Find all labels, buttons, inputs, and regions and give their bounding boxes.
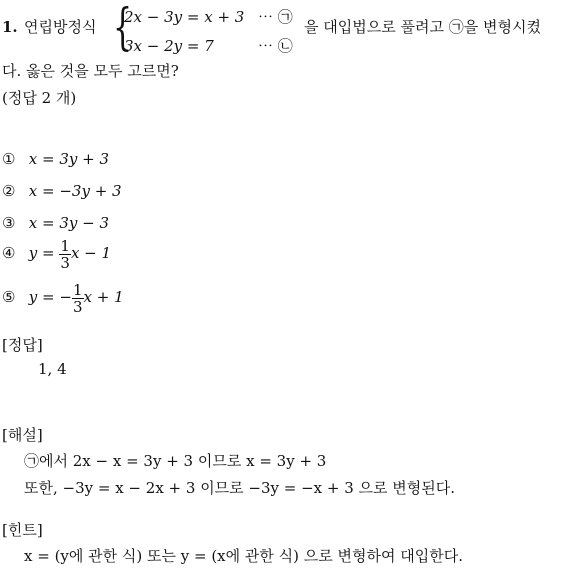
system-brace: { (113, 0, 133, 56)
option-marker: ③ (2, 214, 16, 232)
option-3: ③ x = 3y − 3 (2, 214, 110, 232)
option-marker: ② (2, 182, 16, 200)
option-marker: ① (2, 150, 16, 168)
question-line2: 다. 옳은 것을 모두 고르면? (2, 62, 179, 80)
equation-1-tag: ⋯ ㉠ (258, 8, 293, 26)
equation-2-tag: ⋯ ㉡ (258, 37, 293, 55)
question-prefix: 연립방정식 (24, 18, 97, 36)
question-suffix: 을 대입법으로 풀려고 ㉠을 변형시켰 (304, 18, 541, 36)
equation-2: 3x − 2y = 7 (124, 37, 214, 55)
hint-line-1: x = (y에 관한 식) 또는 y = (x에 관한 식) 으로 변형하여 대입한다. (24, 547, 463, 565)
fraction: $\frac{1}{3}$ (72, 280, 83, 316)
option-marker: ④ (2, 244, 16, 262)
question-number: 1. (2, 18, 18, 36)
option-1: ① x = 3y + 3 (2, 150, 110, 168)
option-marker: ⑤ (2, 288, 16, 306)
explanation-line-2: 또한, −3y = x − 2x + 3 이므로 −3y = −x + 3 으로 변형된다. (24, 479, 456, 497)
explanation-line-1: ㉠에서 2x − x = 3y + 3 이므로 x = 3y + 3 (24, 452, 327, 470)
question-answer-count: (정답 2 개) (2, 89, 77, 107)
fraction: $\frac{1}{3}$ (60, 236, 70, 272)
option-2: ② x = −3y + 3 (2, 182, 122, 200)
option-5: ⑤ y = − $\frac{1}{3}$ x + 1 (2, 280, 124, 316)
answer-value: 1, 4 (38, 360, 67, 378)
hint-label: [힌트] (2, 521, 43, 539)
answer-label: [정답] (2, 336, 43, 354)
explanation-label: [해설] (2, 426, 43, 444)
option-4: ④ y = $\frac{1}{3}$ x − 1 (2, 236, 112, 272)
equation-1: 2x − 3y = x + 3 (124, 8, 245, 26)
